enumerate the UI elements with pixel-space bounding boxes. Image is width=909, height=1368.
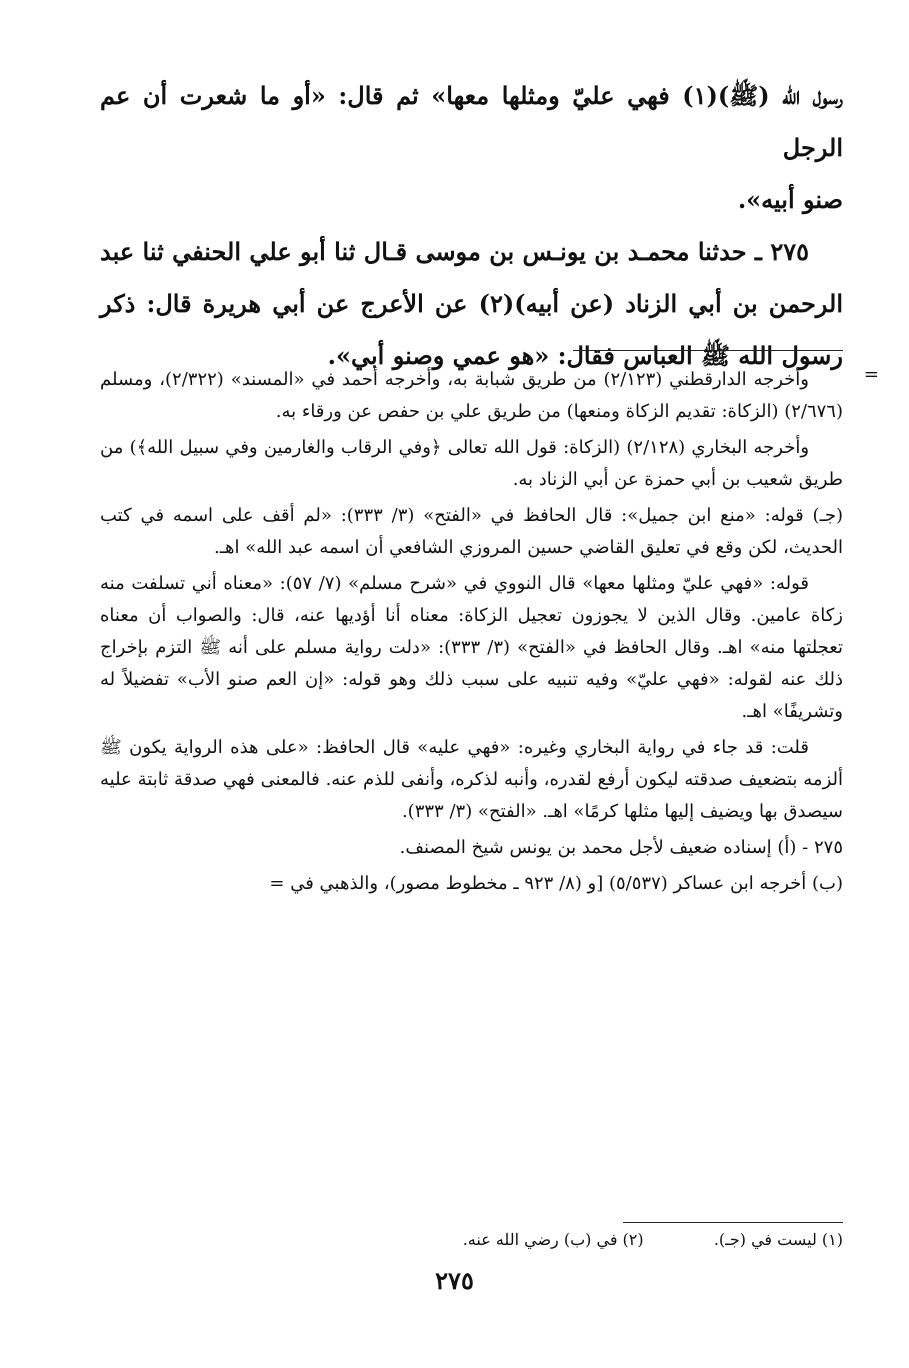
hadith-275: ٢٧٥ ـ حدثنا محمـد بن يونـس بن موسى قـال ثنا أبو علي الحنفي ثنا عبد الرحمن بن أبي الزناد (عن أبيه)(٢) عن الأعرج عن أبي هريرة قال: ذكر رسول الله ﷺ العباس فقال: «هو عمي وصنو أبي». (100, 237, 843, 370)
footnote-divider (623, 1222, 843, 1223)
main-line-1: رسول الله (ﷺ)(١) فهي عليّ ومثلها معها» ثم قال: «أو ما شعرت أن عم الرجل (100, 81, 843, 162)
commentary-notes (100, 364, 879, 904)
note-paragraph-6: ٢٧٥ - (أ) إسناده ضعيف لأجل محمد بن يونس شيخ المصنف. (399, 837, 843, 858)
main-line-2: صنو أبيه». (737, 185, 843, 214)
continuation-marker: = (863, 364, 879, 385)
note-paragraph-7: (ب) أخرجه ابن عساكر (٥/٥٣٧) [و (٨/ ٩٢٣ ـ مخطوط مصور)، والذهبي في = (269, 873, 843, 894)
note-paragraph-3: (جـ) قوله: «منع ابن جميل»: قال الحافظ في «الفتح» (٣/ ٣٣٣): «لم أقف على اسمه في كتب الحديث، لكن وقع في تعليق القاضي حسين المروزي الشافعي أن اسمه عبد الله» اهـ. (100, 505, 843, 558)
footnotes (463, 1226, 843, 1254)
main-text (100, 70, 843, 382)
note-paragraph-2: وأخرجه البخاري (٢/١٢٨) (الزكاة: قول الله تعالى ﴿وفي الرقاب والغارمين وفي سبيل الله﴾) من طريق شعيب بن أبي حمزة عن أبي الزناد به. (100, 437, 843, 490)
main-divider (573, 350, 843, 351)
note-paragraph-4: قوله: «فهي عليّ ومثلها معها» قال النووي في «شرح مسلم» (٧/ ٥٧): «معناه أني تسلفت منه زكاة عامين. وقال الذين لا يجوزون تعجيل الزكاة: معناه أنا أؤديها عنه، قال: والصواب أن معناه تعجلتها منه» اهـ. وقال الحافظ في «الفتح» (٣/ ٣٣٣): «دلت رواية مسلم على أنه ﷺ التزم بإخراج ذلك عنه لقوله: «فهي عليّ» وفيه تنبيه على سبب ذلك وهو قوله: «إن العم صنو الأب» تفضيلاً له وتشريفًا» اهـ. (100, 573, 843, 722)
footnote-2: (٢) في (ب) رضي الله عنه. (462, 1230, 644, 1249)
page-number: ٢٧٥ (435, 1266, 474, 1295)
note-paragraph-1: وأخرجه الدارقطني (٢/١٢٣) من طريق شبابة به، وأخرجه أحمد في «المسند» (٢/٣٢٢)، ومسلم (٢/٦٧٦) (الزكاة: تقديم الزكاة ومنعها) من طريق علي بن حفص عن ورقاء به. (100, 369, 843, 422)
note-paragraph-5: قلت: قد جاء في رواية البخاري وغيره: «فهي عليه» قال الحافظ: «على هذه الرواية يكون ﷺ ألزمه بتضعيف صدقته ليكون أرفع لقدره، وأنبه لذكره، وأنفى للذم عنه. فالمعنى فهي صدقة ثابتة عليه سيصدق بها ويضيف إليها مثلها كرمًا» اهـ. «الفتح» (٣/ ٣٣٣). (100, 737, 843, 822)
footnote-1: (١) ليست في (جـ). (713, 1230, 843, 1249)
